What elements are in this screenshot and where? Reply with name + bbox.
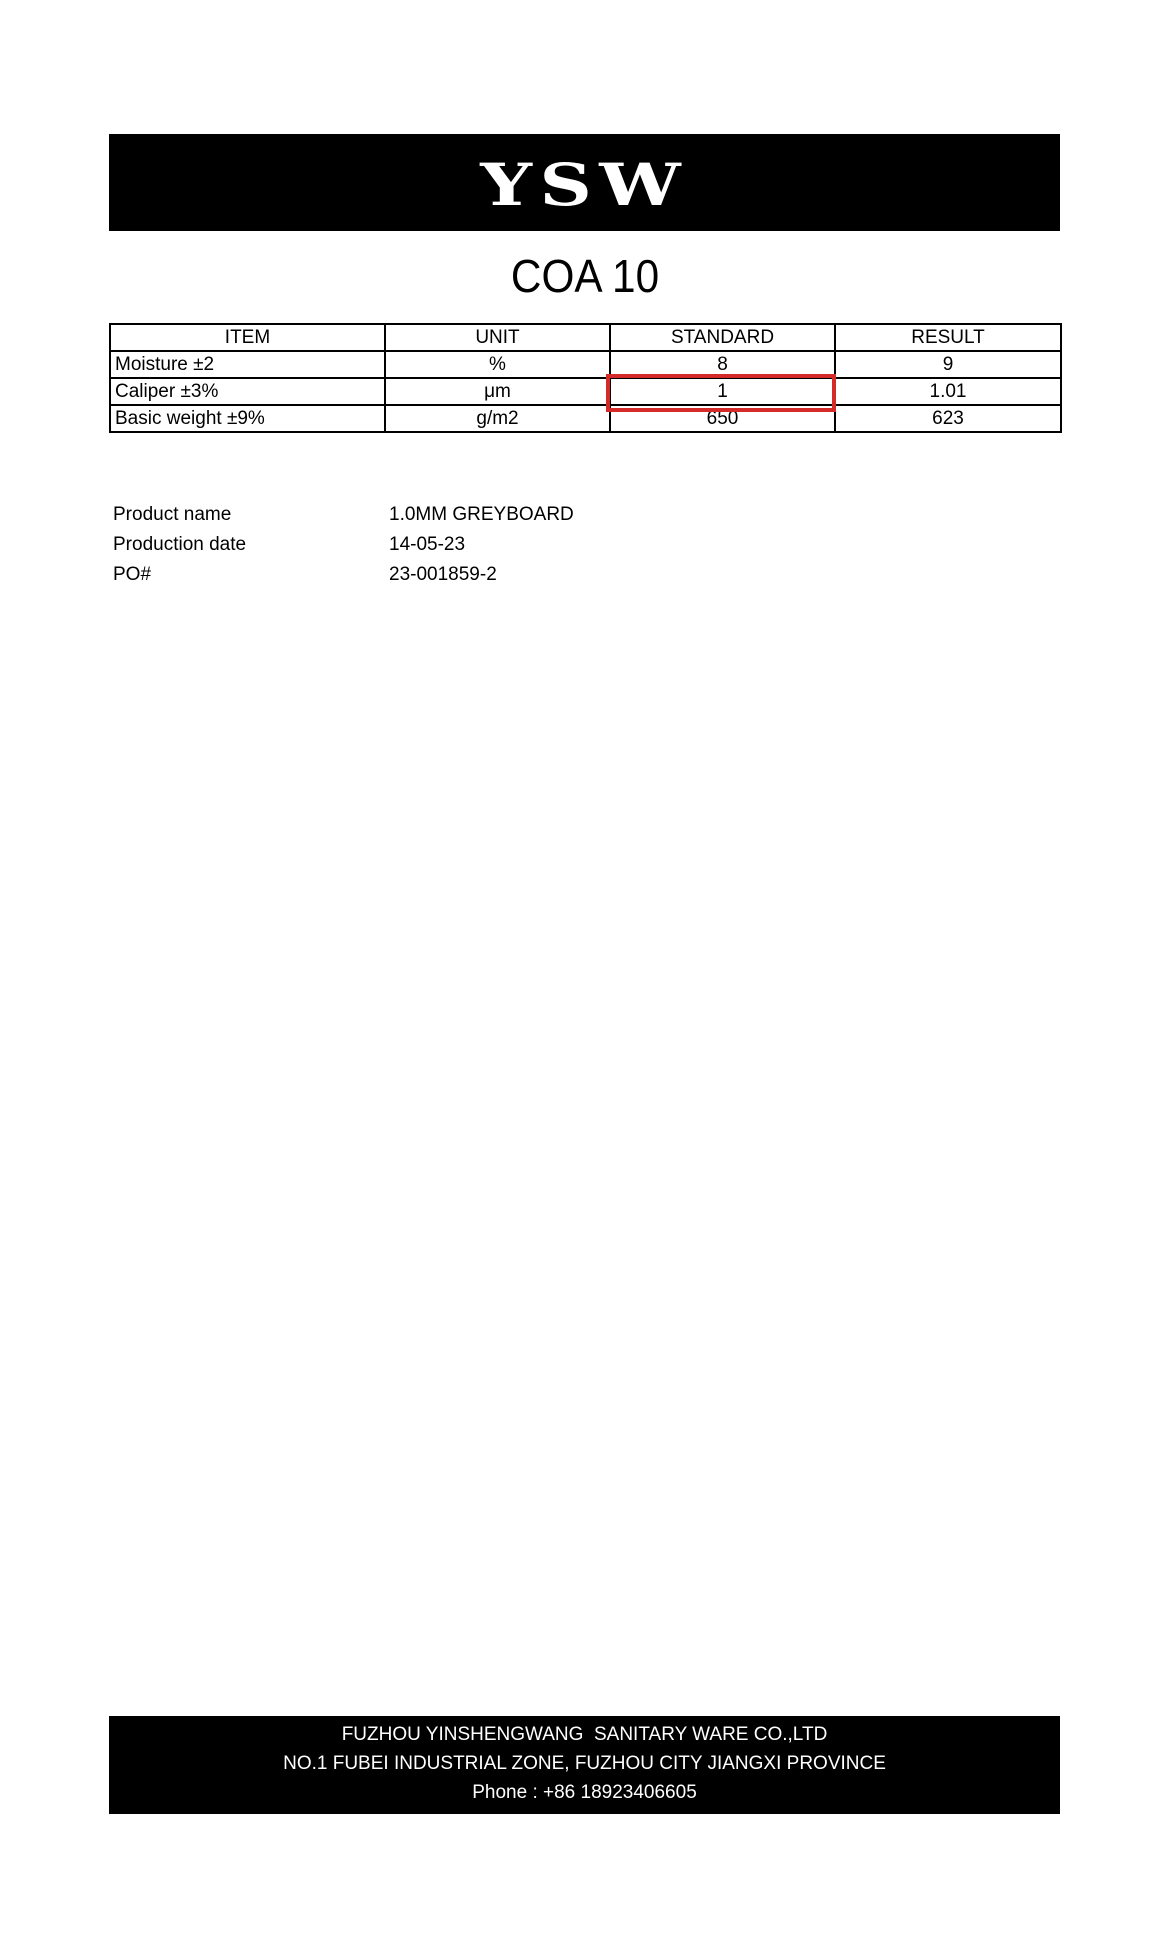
cell-item: Basic weight ±9% [110, 405, 385, 432]
info-label: Product name [113, 504, 232, 525]
cell-item: Moisture ±2 [110, 351, 385, 378]
header-banner [109, 134, 1060, 231]
info-value: 14-05-23 [389, 534, 466, 555]
cell-unit: % [385, 351, 610, 378]
info-row-product-name [113, 500, 574, 530]
footer-banner [109, 1716, 1060, 1814]
cell-standard: 1 [610, 378, 835, 405]
cell-standard: 8 [610, 351, 835, 378]
header-standard: STANDARD [610, 324, 835, 351]
info-value: 1.0MM GREYBOARD [389, 504, 574, 525]
cell-result: 9 [835, 351, 1061, 378]
cell-result: 1.01 [835, 378, 1061, 405]
header-unit: UNIT [385, 324, 610, 351]
cell-result: 623 [835, 405, 1061, 432]
coa-table [109, 323, 1062, 433]
table-header-row [110, 324, 1061, 351]
cell-standard: 650 [610, 405, 835, 432]
cell-unit: g/m2 [385, 405, 610, 432]
info-value: 23-001859-2 [389, 564, 497, 585]
company-logo: YSW [480, 150, 689, 219]
product-info [113, 500, 574, 590]
table-row [110, 351, 1061, 378]
header-result: RESULT [835, 324, 1061, 351]
header-item: ITEM [110, 324, 385, 351]
footer-phone: Phone : +86 18923406605 [472, 1782, 697, 1803]
info-label: Production date [113, 534, 247, 555]
document-title: COA 10 [510, 250, 660, 302]
table-row [110, 405, 1061, 432]
footer-company-name: FUZHOU YINSHENGWANG SANITARY WARE CO.,LTD [341, 1724, 828, 1745]
info-row-po-number [113, 560, 574, 590]
footer-address: NO.1 FUBEI INDUSTRIAL ZONE, FUZHOU CITY JIANGXI PROVINCE [283, 1753, 886, 1774]
cell-item: Caliper ±3% [110, 378, 385, 405]
table-row [110, 378, 1061, 405]
info-label: PO# [113, 564, 152, 585]
info-row-production-date [113, 530, 574, 560]
cell-unit: μm [385, 378, 610, 405]
